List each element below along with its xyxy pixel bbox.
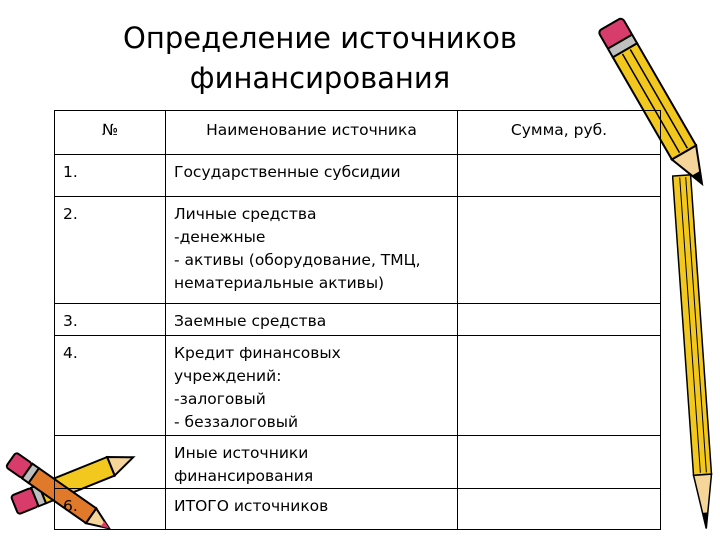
row-amount-cell: [458, 155, 661, 197]
row-source-name: [166, 336, 458, 436]
title-line-2: финансирования: [189, 61, 451, 95]
title-line-1: Определение источников: [123, 21, 517, 55]
row-number: 6.: [55, 489, 166, 530]
row-source-name: [166, 304, 458, 336]
source-name-line: Иные источники: [174, 444, 309, 462]
row-amount-cell: [458, 436, 661, 489]
table-row: [55, 436, 661, 489]
row-amount-cell: [458, 304, 661, 336]
row-number: 1.: [55, 155, 166, 197]
row-amount-cell: [458, 336, 661, 436]
row-source-name: [166, 489, 458, 530]
row-number: [55, 436, 166, 489]
row-amount-cell: [458, 197, 661, 304]
table-row: [55, 336, 661, 436]
row-number: 4.: [55, 336, 166, 436]
row-source-name: [166, 436, 458, 489]
row-number: 2.: [55, 197, 166, 304]
source-name-line: -залоговый: [174, 390, 266, 408]
header-amount: Сумма, руб.: [458, 111, 661, 155]
source-name-line: Личные средства: [174, 205, 317, 223]
header-number: №: [55, 111, 166, 155]
table-row: [55, 304, 661, 336]
source-name-line: финансирования: [174, 467, 314, 485]
source-name-line: -денежные: [174, 228, 266, 246]
source-name-line: - беззалоговый: [174, 413, 299, 431]
pencil-icon: [672, 170, 716, 536]
source-name-line: учреждений:: [174, 367, 282, 385]
row-amount-cell: [458, 489, 661, 530]
table-header-row: [55, 111, 661, 155]
source-name-line: нематериальные активы): [174, 274, 385, 292]
source-name-line: - активы (оборудование, ТМЦ,: [174, 251, 421, 269]
row-number: 3.: [55, 304, 166, 336]
source-name-line: Кредит финансовых: [174, 344, 341, 362]
table-row: [55, 155, 661, 197]
source-name-line: Государственные субсидии: [174, 163, 401, 181]
row-source-name: [166, 197, 458, 304]
table-row: [55, 197, 661, 304]
page-title: [60, 18, 580, 98]
table-row: [55, 489, 661, 530]
source-name-line: Заемные средства: [174, 312, 327, 330]
source-name-line: ИТОГО источников: [174, 497, 329, 515]
header-source-name: Наименование источника: [166, 111, 458, 155]
row-source-name: [166, 155, 458, 197]
sources-table: [54, 110, 661, 530]
